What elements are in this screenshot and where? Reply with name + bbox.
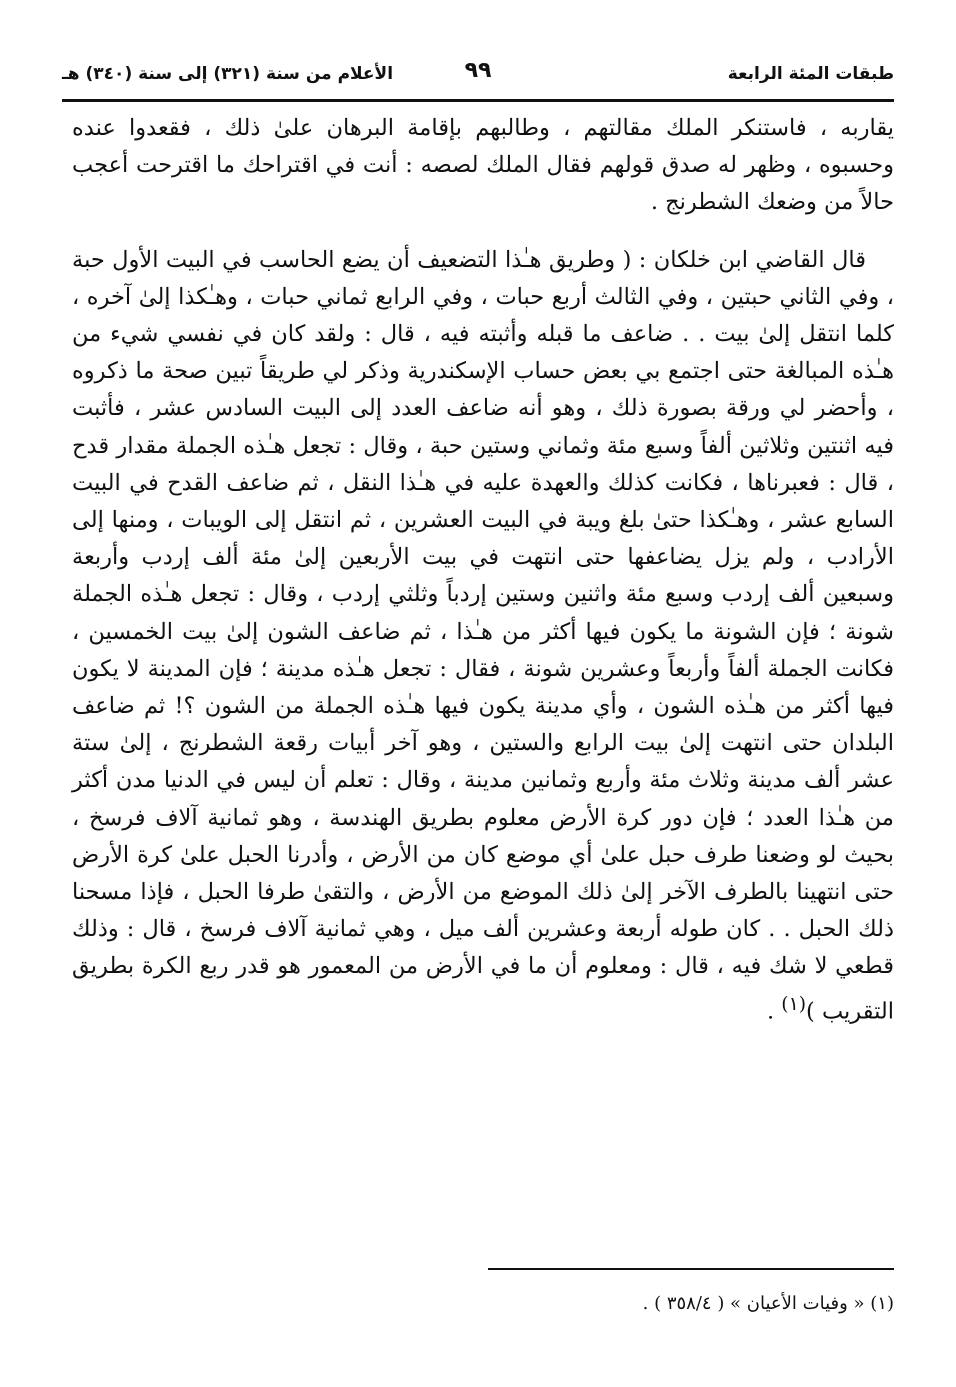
page-number: ٩٩: [464, 58, 492, 83]
header-section-title: طبقات المئة الرابعة: [727, 64, 894, 84]
paragraph-1: يقاربه ، فاستنكر الملك مقالتهم ، وطالبهم بإقامة البرهان علىٰ ذلك ، فقعدوا عنده وحسبوه ، وظهر له صدق قولهم فقال الملك لصصه : أنت في اقتراحك ما اقترحت أعجب حالاً من وضعك الشطرنج .: [72, 115, 894, 216]
footnote-divider: [488, 1268, 894, 1270]
header-divider: [62, 99, 894, 102]
header-year-range: الأعلام من سنة (٣٢١) إلى سنة (٣٤٠) هـ: [62, 64, 394, 84]
paragraph-2-end: .: [766, 998, 782, 1025]
footnote: (١) « وفيات الأعيان » ( ٣٥٨/٤ ) .: [642, 1293, 894, 1314]
paragraph-2: [72, 242, 894, 1031]
paragraph-2-text: قال القاضي ابن خلكان : ( وطريق هـٰذا التضعيف أن يضع الحاسب في البيت الأول حبة ، وفي الثاني حبتين ، وفي الثالث أربع حبات ، وفي الرابع ثماني حبات ، وهـٰكذا إلىٰ آخره ، كلما انتقل إلىٰ بيت . . ضاعف ما قبله وأثبته فيه ، قال : ولقد كان في نفسي شيء من هـٰذه المبالغة حتى اجتمع بي بعض حساب الإسكندرية وذكر لي طريقاً تبين صحة ما ذكروه ، وأحضر لي ورقة بصورة ذلك ، وهو أنه ضاعف العدد إلى البيت السادس عشر ، فأثبت فيه اثنتين وثلاثين ألفاً وسبع مئة وثماني وستين حبة ، وقال : تجعل هـٰذه الجملة مقدار قدح ، قال : فعبرناها ، فكانت كذلك والعهدة عليه في هـٰذا النقل ، ثم ضاعف القدح في البيت السابع عشر ، وهـٰكذا حتىٰ بلغ ويبة في البيت العشرين ، ثم انتقل إلى الويبات ، ومنها إلى الأرادب ، ولم يزل يضاعفها حتى انتهت في بيت الأربعين إلىٰ مئة ألف إردب وأربعة وسبعين ألف إردب وسبع مئة واثنين وستين إردباً وثلثي إردب ، وقال : تجعل هـٰذه الجملة شونة ؛ فإن الشونة ما يكون فيها أكثر من هـٰذا ، ثم ضاعف الشون إلىٰ بيت الخمسين ، فكانت الجملة ألفاً وأربعاً وعشرين شونة ، فقال : تجعل هـٰذه مدينة ؛ فإن المدينة لا يكون فيها أكثر من هـٰذه الشون ، وأي مدينة يكون فيها هـٰذه الجملة من الشون ؟! ثم ضاعف البلدان حتى انتهت إلىٰ بيت الرابع والستين ، وهو آخر أبيات رقعة الشطرنج ، إلىٰ ستة عشر ألف مدينة وثلاث مئة وأربع وثمانين مدينة ، وقال : تعلم أن ليس في الدنيا مدن أكثر من هـٰذا العدد ؛ فإن دور كرة الأرض معلوم بطريق الهندسة ، وهو ثمانية آلاف فرسخ ، بحيث لو وضعنا طرف حبل علىٰ أي موضع كان من الأرض ، وأدرنا الحبل علىٰ كرة الأرض حتى انتهينا بالطرف الآخر إلىٰ ذلك الموضع من الأرض ، والتقىٰ طرفا الحبل ، فإذا مسحنا ذلك الحبل . . كان طوله أربعة وعشرين ألف ميل ، وهي ثمانية آلاف فرسخ ، قال : وذلك قطعي لا شك فيه ، قال : ومعلوم أن ما في الأرض من المعمور هو قدر ربع الكرة بطريق التقريب ): [72, 246, 894, 1025]
main-text: [72, 110, 894, 1030]
running-header: [62, 58, 894, 92]
footnote-reference: (١): [781, 993, 807, 1015]
